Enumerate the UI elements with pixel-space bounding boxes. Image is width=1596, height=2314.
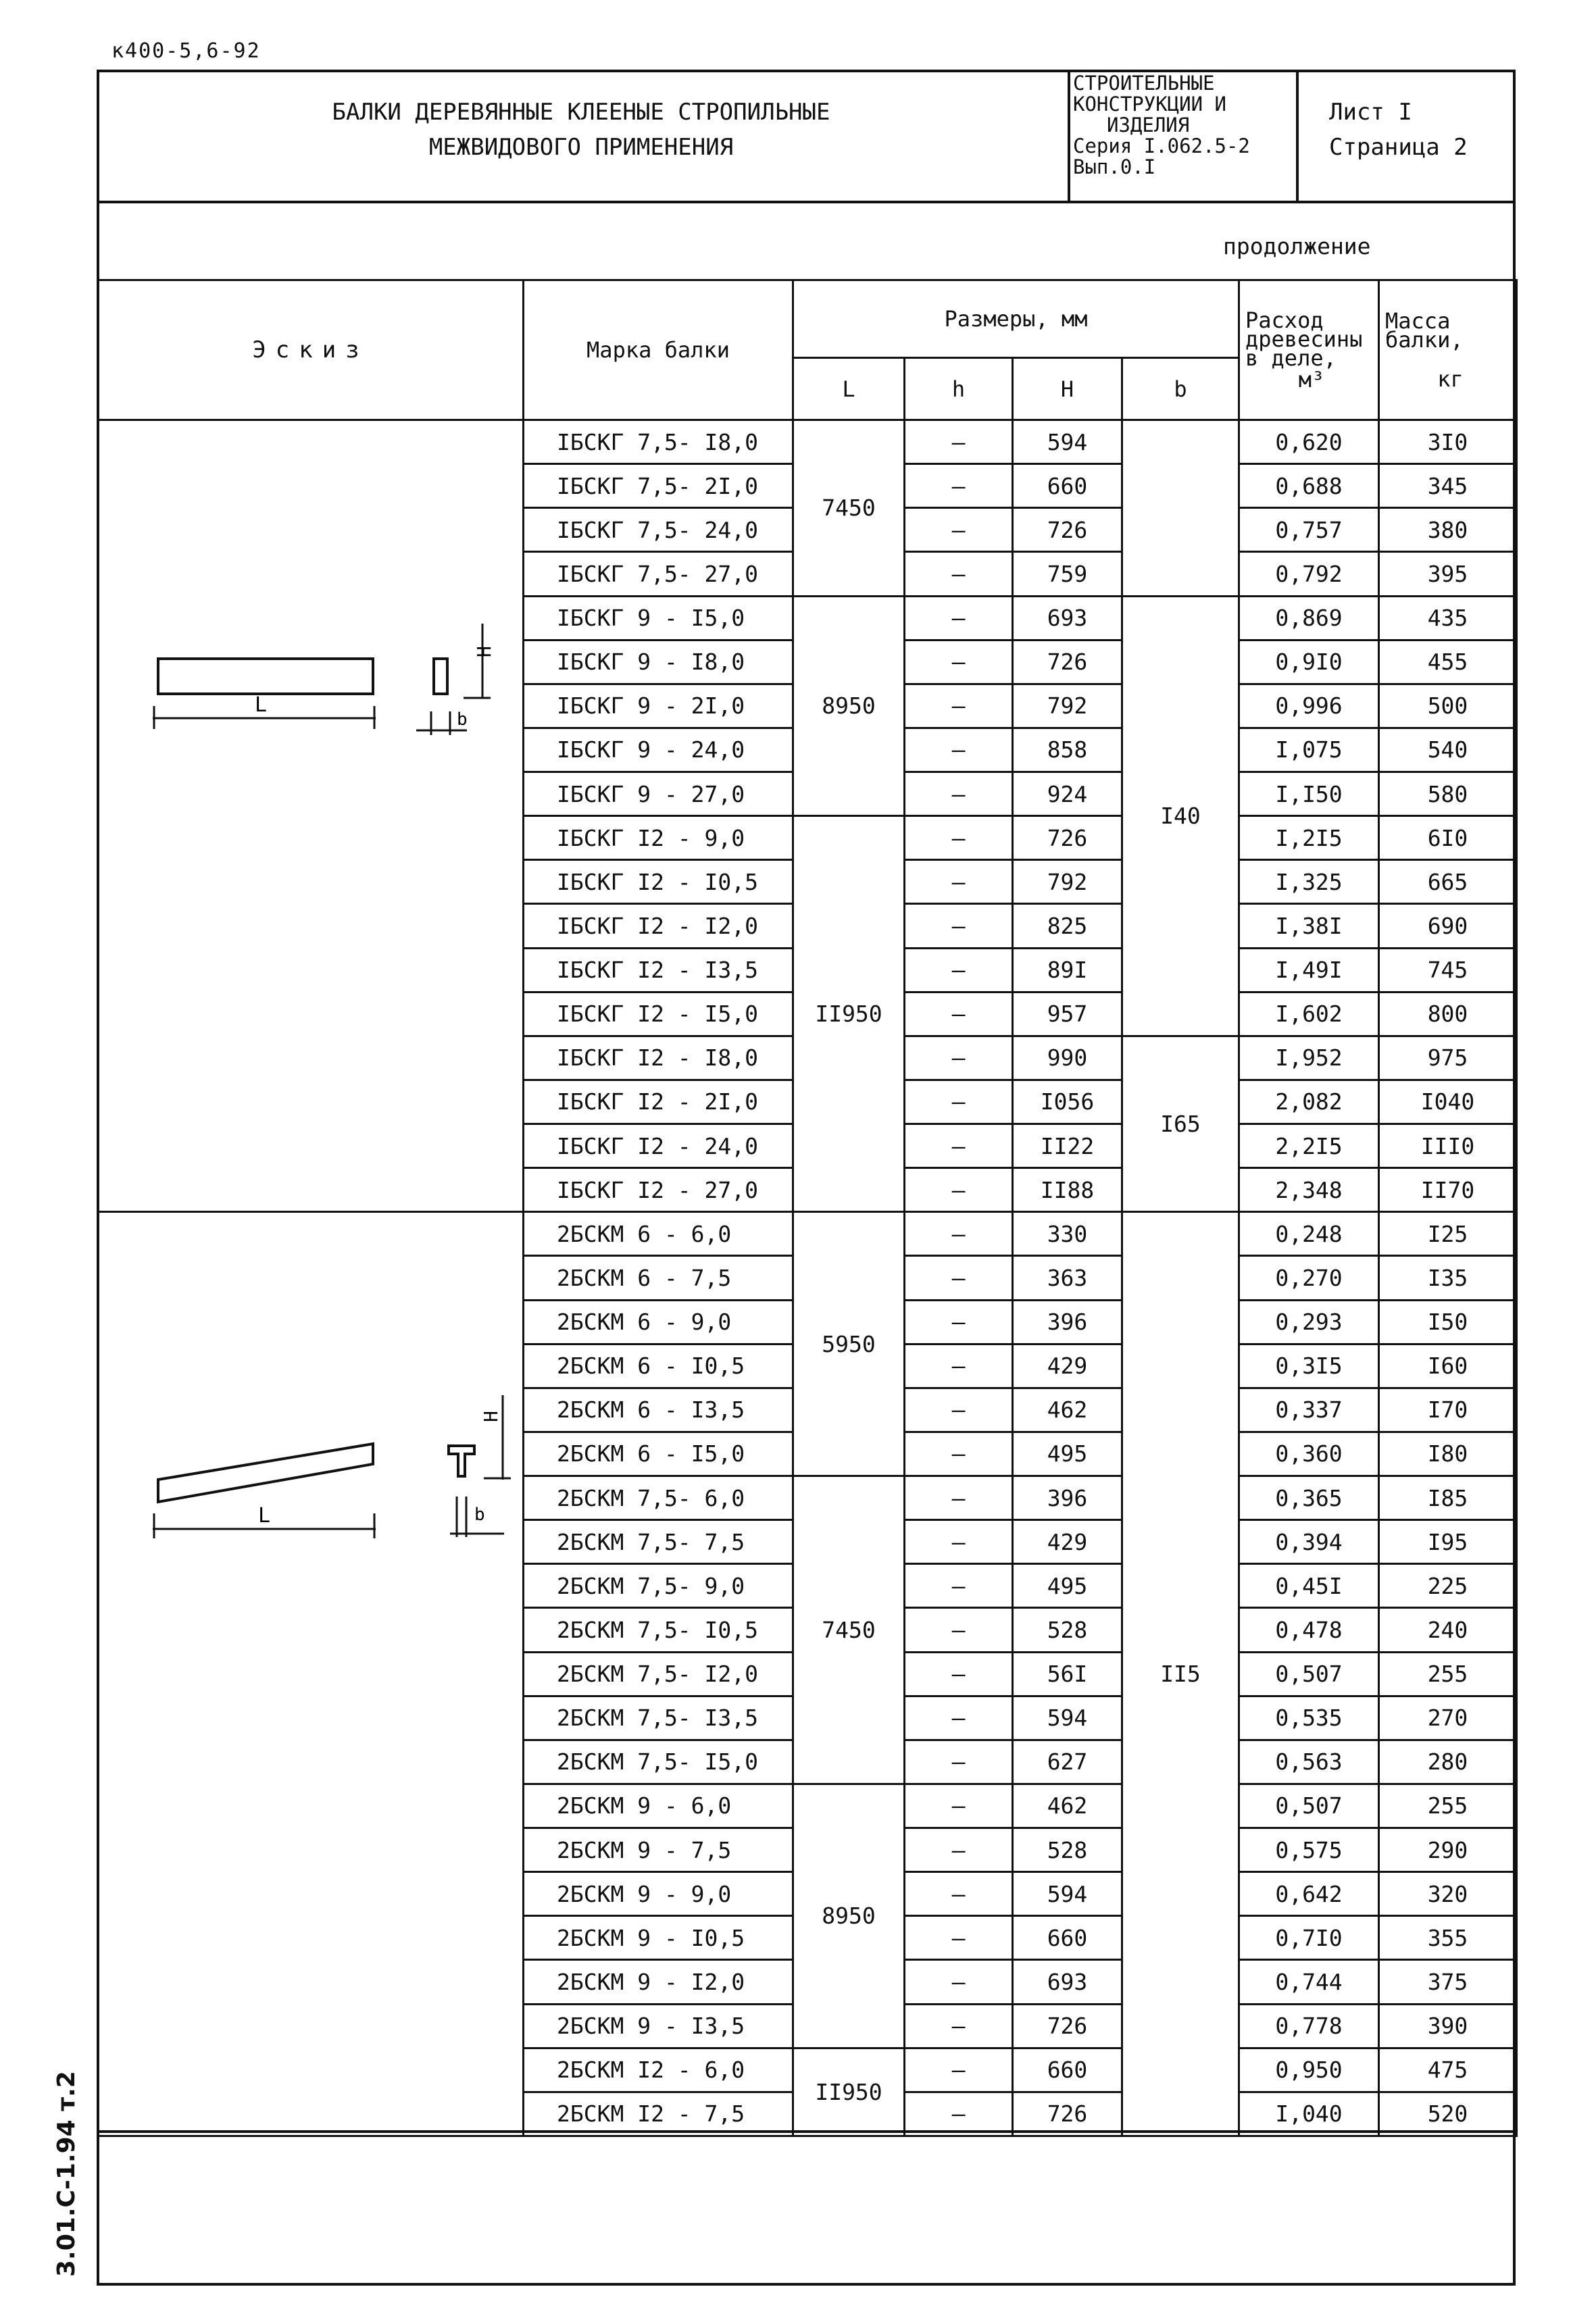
wood-volume: 0,507 xyxy=(1239,1784,1379,1828)
beam-mass: 580 xyxy=(1379,772,1517,816)
beam-mark: IБСКГ I2 - 27,0 xyxy=(524,1168,793,1212)
table-row xyxy=(98,1212,1517,1256)
dim-H: 660 xyxy=(1013,1916,1122,1960)
dim-h: – xyxy=(905,1652,1013,1696)
beam-mark: IБСКГ 9 - 2I,0 xyxy=(524,684,793,728)
sketch-rect-beam xyxy=(98,420,524,1212)
beam-mark: 2БСКМ I2 - 7,5 xyxy=(524,2092,793,2136)
dim-H: 528 xyxy=(1013,1608,1122,1652)
dim-H: 429 xyxy=(1013,1344,1122,1388)
dim-H: 396 xyxy=(1013,1476,1122,1520)
beam-mark: IБСКГ 7,5- 27,0 xyxy=(524,552,793,596)
beam-mass: 320 xyxy=(1379,1872,1517,1916)
height-label: H xyxy=(473,646,495,657)
beam-mark: 2БСКМ 7,5- 9,0 xyxy=(524,1564,793,1608)
dim-h: – xyxy=(905,1300,1013,1344)
length-L: 7450 xyxy=(793,1476,905,1784)
dim-h: – xyxy=(905,1080,1013,1124)
dim-h: – xyxy=(905,2004,1013,2048)
dim-H: 792 xyxy=(1013,860,1122,904)
wood-volume: 2,348 xyxy=(1239,1168,1379,1212)
beam-mark: 2БСКМ 7,5- 7,5 xyxy=(524,1520,793,1564)
beam-mass: 3I0 xyxy=(1379,420,1517,464)
header-divider xyxy=(97,201,1516,203)
wood-volume: 0,996 xyxy=(1239,684,1379,728)
beam-mass: 225 xyxy=(1379,1564,1517,1608)
dim-H: 726 xyxy=(1013,508,1122,552)
beam-mass: 975 xyxy=(1379,1036,1517,1080)
beam-mark: IБСКГ 9 - I8,0 xyxy=(524,640,793,684)
beam-mass: 355 xyxy=(1379,1916,1517,1960)
series-block xyxy=(1073,73,1293,178)
dim-h: – xyxy=(905,1960,1013,2004)
length-L: 8950 xyxy=(793,596,905,816)
beam-mass: 6I0 xyxy=(1379,816,1517,860)
dim-H: II22 xyxy=(1013,1124,1122,1168)
title-line: МЕЖВИДОВОГО ПРИМЕНЕНИЯ xyxy=(428,134,734,161)
beam-mark: 2БСКМ 6 - 7,5 xyxy=(524,1256,793,1300)
dim-h: – xyxy=(905,904,1013,948)
wood-volume: I,2I5 xyxy=(1239,816,1379,860)
dim-H: 825 xyxy=(1013,904,1122,948)
width-b: I65 xyxy=(1122,1036,1239,1212)
wood-volume: 0,248 xyxy=(1239,1212,1379,1256)
beam-mass: 520 xyxy=(1379,2092,1517,2136)
wood-volume: I,38I xyxy=(1239,904,1379,948)
beam-mark: IБСКГ I2 - I8,0 xyxy=(524,1036,793,1080)
beam-mass: 375 xyxy=(1379,1960,1517,2004)
dim-h: – xyxy=(905,948,1013,992)
beam-mass: 475 xyxy=(1379,2048,1517,2092)
dim-H: 957 xyxy=(1013,992,1122,1036)
dim-h: – xyxy=(905,816,1013,860)
beam-elevation xyxy=(158,1444,373,1502)
dim-h: – xyxy=(905,1256,1013,1300)
document-code: к400-5,6-92 xyxy=(111,39,261,63)
beam-table xyxy=(97,279,1518,2137)
wood-volume: 0,3I5 xyxy=(1239,1344,1379,1388)
dim-H: 660 xyxy=(1013,464,1122,508)
wood-volume: 0,293 xyxy=(1239,1300,1379,1344)
side-stamp-code: 3.01.С-1.94 т.2 xyxy=(53,2071,80,2277)
dim-h: – xyxy=(905,1740,1013,1784)
dim-h: – xyxy=(905,1168,1013,1212)
wood-volume: 0,642 xyxy=(1239,1872,1379,1916)
dim-H: 792 xyxy=(1013,684,1122,728)
beam-mark: 2БСКМ 9 - 7,5 xyxy=(524,1828,793,1872)
beam-mass: III0 xyxy=(1379,1124,1517,1168)
dim-H: 330 xyxy=(1013,1212,1122,1256)
beam-mark: 2БСКМ 6 - 9,0 xyxy=(524,1300,793,1344)
dim-H: 363 xyxy=(1013,1256,1122,1300)
dim-h: – xyxy=(905,992,1013,1036)
table-bottom-divider xyxy=(97,2130,1516,2133)
beam-mark: 2БСКМ 6 - I5,0 xyxy=(524,1432,793,1476)
wood-volume: 0,360 xyxy=(1239,1432,1379,1476)
dim-h: – xyxy=(905,1212,1013,1256)
dim-h: – xyxy=(905,596,1013,640)
beam-mark: 2БСКМ I2 - 6,0 xyxy=(524,2048,793,2092)
beam-mark: 2БСКМ 7,5- I3,5 xyxy=(524,1696,793,1740)
sketch-pitched-beam xyxy=(98,1212,524,2136)
beam-mark: 2БСКМ 9 - I2,0 xyxy=(524,1960,793,2004)
header-divider-vertical xyxy=(1068,70,1070,201)
dim-H: 495 xyxy=(1013,1432,1122,1476)
wood-volume: 0,688 xyxy=(1239,464,1379,508)
beam-mass: 280 xyxy=(1379,1740,1517,1784)
beam-mass: 455 xyxy=(1379,640,1517,684)
beam-mass: 395 xyxy=(1379,552,1517,596)
dim-H: 726 xyxy=(1013,816,1122,860)
dim-H: 726 xyxy=(1013,2004,1122,2048)
dim-H: 462 xyxy=(1013,1388,1122,1432)
beam-mass: 255 xyxy=(1379,1784,1517,1828)
t-section xyxy=(449,1446,474,1476)
dim-H: 594 xyxy=(1013,1696,1122,1740)
dim-H: 693 xyxy=(1013,1960,1122,2004)
beam-mark: IБСКГ 9 - 24,0 xyxy=(524,728,793,772)
beam-mark: 2БСКМ 6 - I0,5 xyxy=(524,1344,793,1388)
beam-mass: I95 xyxy=(1379,1520,1517,1564)
beam-mass: 690 xyxy=(1379,904,1517,948)
dim-H: 594 xyxy=(1013,1872,1122,1916)
wood-volume: I,I50 xyxy=(1239,772,1379,816)
beam-mass: I35 xyxy=(1379,1256,1517,1300)
dim-H: 693 xyxy=(1013,596,1122,640)
dim-H: 858 xyxy=(1013,728,1122,772)
beam-mass: 500 xyxy=(1379,684,1517,728)
wood-volume: I,952 xyxy=(1239,1036,1379,1080)
dim-h: – xyxy=(905,772,1013,816)
dim-h: – xyxy=(905,2092,1013,2136)
wood-volume: 0,507 xyxy=(1239,1652,1379,1696)
beam-mark: IБСКГ 9 - I5,0 xyxy=(524,596,793,640)
column-header-sketch: Эскиз xyxy=(98,280,524,420)
dim-H: 759 xyxy=(1013,552,1122,596)
dim-h: – xyxy=(905,1916,1013,1960)
beam-mass: I85 xyxy=(1379,1476,1517,1520)
wood-volume: 0,45I xyxy=(1239,1564,1379,1608)
column-header-L: L xyxy=(793,358,905,420)
beam-mark: IБСКГ I2 - I3,5 xyxy=(524,948,793,992)
beam-mark: 2БСКМ 7,5- I5,0 xyxy=(524,1740,793,1784)
dim-H: 429 xyxy=(1013,1520,1122,1564)
wood-volume: 0,869 xyxy=(1239,596,1379,640)
column-header-H: H xyxy=(1013,358,1122,420)
wood-volume: 0,757 xyxy=(1239,508,1379,552)
column-header-mass: Масса балки, кг xyxy=(1379,280,1517,420)
dim-h: – xyxy=(905,508,1013,552)
column-header-dimensions: Размеры, мм xyxy=(793,280,1239,358)
wood-volume: 2,082 xyxy=(1239,1080,1379,1124)
dim-h: – xyxy=(905,552,1013,596)
wood-volume: I,325 xyxy=(1239,860,1379,904)
beam-mass: I70 xyxy=(1379,1388,1517,1432)
wood-volume: I,075 xyxy=(1239,728,1379,772)
beam-mass: II70 xyxy=(1379,1168,1517,1212)
continuation-label: продолжение xyxy=(1223,233,1371,259)
beam-mark: IБСКГ 9 - 27,0 xyxy=(524,772,793,816)
beam-mark: 2БСКМ 9 - I3,5 xyxy=(524,2004,793,2048)
length-L: II950 xyxy=(793,2048,905,2136)
dim-h: – xyxy=(905,2048,1013,2092)
sheet-number: Лист I xyxy=(1329,99,1412,126)
wood-volume: 0,270 xyxy=(1239,1256,1379,1300)
beam-mass: 270 xyxy=(1379,1696,1517,1740)
beam-mark: 2БСКМ 9 - 9,0 xyxy=(524,1872,793,1916)
series-line: ИЗДЕЛИЯ xyxy=(1107,114,1190,136)
dim-h: – xyxy=(905,1476,1013,1520)
beam-mark: IБСКГ I2 - I2,0 xyxy=(524,904,793,948)
column-header-h: h xyxy=(905,358,1013,420)
sheet-block xyxy=(1301,95,1510,165)
dim-h: – xyxy=(905,464,1013,508)
dim-h: – xyxy=(905,1344,1013,1388)
beam-elevation xyxy=(158,659,373,694)
dim-h: – xyxy=(905,1388,1013,1432)
dim-H: 89I xyxy=(1013,948,1122,992)
beam-mass: 255 xyxy=(1379,1652,1517,1696)
beam-mark: IБСКГ 7,5- 2I,0 xyxy=(524,464,793,508)
dim-h: – xyxy=(905,860,1013,904)
dim-h: – xyxy=(905,1608,1013,1652)
dim-H: 495 xyxy=(1013,1564,1122,1608)
wood-volume: 0,535 xyxy=(1239,1696,1379,1740)
height-label: H xyxy=(480,1411,502,1423)
beam-mark: 2БСКМ 6 - I3,5 xyxy=(524,1388,793,1432)
dim-H: 660 xyxy=(1013,2048,1122,2092)
column-header-b: b xyxy=(1122,358,1239,420)
beam-mark: 2БСКМ 9 - I0,5 xyxy=(524,1916,793,1960)
beam-mass: 745 xyxy=(1379,948,1517,992)
beam-mass: I60 xyxy=(1379,1344,1517,1388)
beam-mark: IБСКГ I2 - 24,0 xyxy=(524,1124,793,1168)
dim-h: – xyxy=(905,640,1013,684)
beam-mass: 665 xyxy=(1379,860,1517,904)
length-label: L xyxy=(257,1504,271,1528)
title-line: БАЛКИ ДЕРЕВЯННЫЕ КЛЕЕНЫЕ СТРОПИЛЬНЫЕ xyxy=(332,99,830,126)
pitched-beam-drawing xyxy=(99,1395,524,1598)
column-header-wood-volume: Расход древесины в деле, м³ xyxy=(1239,280,1379,420)
beam-mark: IБСКГ I2 - I0,5 xyxy=(524,860,793,904)
beam-mass: 435 xyxy=(1379,596,1517,640)
width-b: I40 xyxy=(1122,596,1239,1036)
beam-mark: 2БСКМ 7,5- I2,0 xyxy=(524,1652,793,1696)
width-b xyxy=(1122,420,1239,597)
dim-H: 528 xyxy=(1013,1828,1122,1872)
wood-volume: 0,778 xyxy=(1239,2004,1379,2048)
wood-volume: 0,744 xyxy=(1239,1960,1379,2004)
dim-h: – xyxy=(905,1784,1013,1828)
beam-mass: 800 xyxy=(1379,992,1517,1036)
dim-H: II88 xyxy=(1013,1168,1122,1212)
length-L: II950 xyxy=(793,816,905,1212)
beam-mark: IБСКГ 7,5- 24,0 xyxy=(524,508,793,552)
wood-volume: 0,950 xyxy=(1239,2048,1379,2092)
dim-h: – xyxy=(905,684,1013,728)
beam-mass: 390 xyxy=(1379,2004,1517,2048)
wood-volume: 0,478 xyxy=(1239,1608,1379,1652)
wood-volume: 0,575 xyxy=(1239,1828,1379,1872)
wood-volume: 0,337 xyxy=(1239,1388,1379,1432)
length-L: 5950 xyxy=(793,1212,905,1476)
header-divider-vertical xyxy=(1296,70,1299,201)
dim-H: 627 xyxy=(1013,1740,1122,1784)
beam-mark: IБСКГ 7,5- I8,0 xyxy=(524,420,793,464)
beam-mark: 2БСКМ 9 - 6,0 xyxy=(524,1784,793,1828)
page-number: Страница 2 xyxy=(1329,134,1468,161)
dim-H: 924 xyxy=(1013,772,1122,816)
dim-h: – xyxy=(905,1828,1013,1872)
wood-volume: I,040 xyxy=(1239,2092,1379,2136)
beam-mark: IБСКГ I2 - 9,0 xyxy=(524,816,793,860)
beam-mass: I50 xyxy=(1379,1300,1517,1344)
wood-volume: 0,9I0 xyxy=(1239,640,1379,684)
document-title xyxy=(108,95,1054,165)
series-number: Серия I.062.5-2 xyxy=(1073,134,1250,157)
dim-H: I056 xyxy=(1013,1080,1122,1124)
column-header-mark: Марка балки xyxy=(524,280,793,420)
dim-H: 726 xyxy=(1013,640,1122,684)
beam-mass: 380 xyxy=(1379,508,1517,552)
length-label: L xyxy=(254,693,268,717)
beam-mass: I25 xyxy=(1379,1212,1517,1256)
dim-H: 56I xyxy=(1013,1652,1122,1696)
wood-volume: 0,792 xyxy=(1239,552,1379,596)
beam-mass: I80 xyxy=(1379,1432,1517,1476)
beam-mark: IБСКГ I2 - I5,0 xyxy=(524,992,793,1036)
dim-H: 594 xyxy=(1013,420,1122,464)
beam-mark: IБСКГ I2 - 2I,0 xyxy=(524,1080,793,1124)
rect-beam-drawing xyxy=(99,610,524,813)
beam-mass: 290 xyxy=(1379,1828,1517,1872)
beam-mark: 2БСКМ 7,5- 6,0 xyxy=(524,1476,793,1520)
issue-number: Вып.0.I xyxy=(1073,155,1156,178)
length-L: 8950 xyxy=(793,1784,905,2048)
dim-h: – xyxy=(905,728,1013,772)
dim-h: – xyxy=(905,1872,1013,1916)
series-line: КОНСТРУКЦИИ И xyxy=(1073,93,1226,116)
dim-h: – xyxy=(905,1432,1013,1476)
wood-volume: 0,394 xyxy=(1239,1520,1379,1564)
dim-h: – xyxy=(905,420,1013,464)
dim-h: – xyxy=(905,1520,1013,1564)
dim-h: – xyxy=(905,1696,1013,1740)
beam-mass: 240 xyxy=(1379,1608,1517,1652)
table-row xyxy=(98,420,1517,464)
wood-volume: I,602 xyxy=(1239,992,1379,1036)
dim-H: 462 xyxy=(1013,1784,1122,1828)
beam-mark: 2БСКМ 6 - 6,0 xyxy=(524,1212,793,1256)
series-line: СТРОИТЕЛЬНЫЕ xyxy=(1073,72,1215,95)
wood-volume: 0,365 xyxy=(1239,1476,1379,1520)
dim-H: 396 xyxy=(1013,1300,1122,1344)
beam-mass: 540 xyxy=(1379,728,1517,772)
dim-H: 726 xyxy=(1013,2092,1122,2136)
width-label: b xyxy=(474,1505,485,1526)
wood-volume: 2,2I5 xyxy=(1239,1124,1379,1168)
dim-h: – xyxy=(905,1124,1013,1168)
wood-volume: 0,7I0 xyxy=(1239,1916,1379,1960)
dim-H: 990 xyxy=(1013,1036,1122,1080)
width-label: b xyxy=(457,709,468,730)
wood-volume: I,49I xyxy=(1239,948,1379,992)
beam-mass: 345 xyxy=(1379,464,1517,508)
beam-mark: 2БСКМ 7,5- I0,5 xyxy=(524,1608,793,1652)
length-L: 7450 xyxy=(793,420,905,597)
dim-h: – xyxy=(905,1036,1013,1080)
wood-volume: 0,563 xyxy=(1239,1740,1379,1784)
beam-section xyxy=(434,659,447,694)
wood-volume: 0,620 xyxy=(1239,420,1379,464)
width-b: II5 xyxy=(1122,1212,1239,2136)
beam-mass: I040 xyxy=(1379,1080,1517,1124)
dim-h: – xyxy=(905,1564,1013,1608)
